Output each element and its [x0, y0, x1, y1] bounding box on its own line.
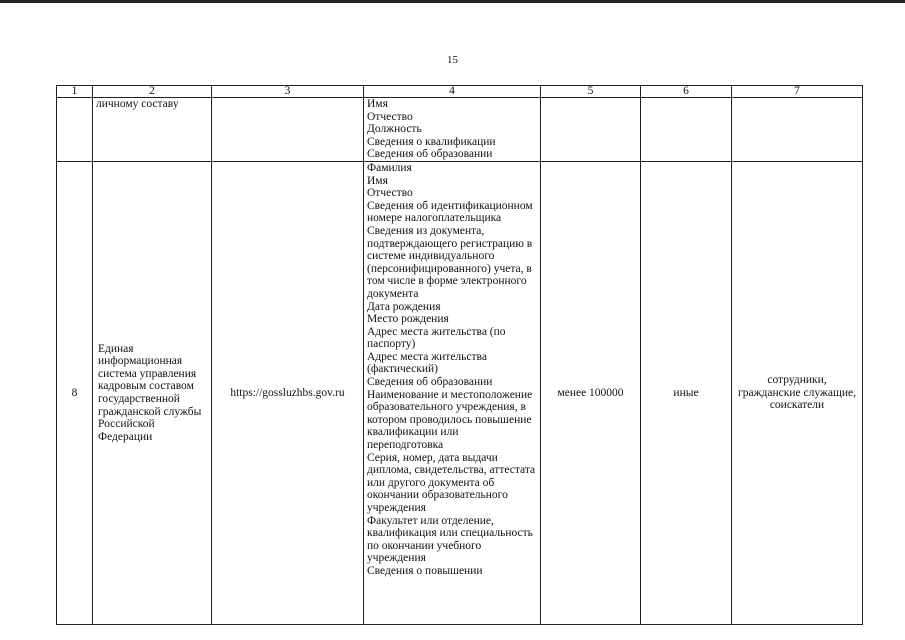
continued-subjects-cell [732, 98, 863, 162]
field-item: Должность [367, 123, 422, 136]
field-item: Сведения об образовании [367, 376, 493, 389]
header-col-3: 3 [212, 86, 364, 98]
continued-url-cell [212, 98, 364, 162]
fields-list-clip [367, 162, 537, 624]
data-table [56, 85, 863, 625]
field-item: Сведения о повышении [367, 564, 483, 577]
continued-category-cell [641, 98, 732, 162]
data-volume: менее 100000 [541, 161, 641, 624]
field-item: Наименование и местоположение образовательного учреждения, в котором проводилось повышение квалификации или переподготовка [367, 388, 533, 452]
field-item: Отчество [367, 110, 413, 123]
system-name: Единая информационная система управления кадровым составом государственной гражданской службы Российской Федерации [93, 161, 212, 624]
header-col-4: 4 [364, 86, 541, 98]
fields-list [364, 161, 541, 624]
top-border-line [0, 0, 905, 3]
field-item: Сведения об идентификационном номере налогоплательщика [367, 199, 533, 225]
continued-num-cell [57, 98, 93, 162]
table-row-8 [57, 161, 863, 624]
field-item: Фамилия [367, 161, 412, 174]
continued-volume-cell [541, 98, 641, 162]
data-subjects: сотрудники, гражданские служащие, соискатели [732, 161, 863, 624]
field-item: Серия, номер, дата выдачи диплома, свидетельства, аттестата или другого документа об окончании образовательного учреждения [367, 451, 536, 514]
field-item: Место рождения [367, 313, 449, 326]
field-item: Сведения из документа, подтверждающего регистрацию в системе индивидуального (персонифицированного) учета, в том числе в форме электронного документа [367, 224, 533, 300]
field-item: Сведения об образовании [367, 148, 493, 161]
data-category: иные [641, 161, 732, 624]
field-item: Имя [367, 98, 388, 110]
header-row [57, 86, 863, 98]
field-item: Адрес места жительства (фактический) [367, 350, 487, 376]
continued-system-name: личному составу [93, 98, 212, 162]
system-url: https://gossluzhbs.gov.ru [212, 161, 364, 624]
header-col-5: 5 [541, 86, 641, 98]
row-number: 8 [57, 161, 93, 624]
page-number: 15 [447, 54, 458, 66]
field-item: Сведения о квалификации [367, 135, 496, 148]
table-row-continued [57, 98, 863, 162]
header-col-2: 2 [93, 86, 212, 98]
field-item: Отчество [367, 187, 413, 200]
header-col-7: 7 [732, 86, 863, 98]
field-item: Имя [367, 174, 388, 187]
header-col-6: 6 [641, 86, 732, 98]
field-item: Адрес места жительства (по паспорту) [367, 325, 506, 351]
header-col-1: 1 [57, 86, 93, 98]
field-item: Дата рождения [367, 300, 441, 313]
continued-fields-list [364, 98, 541, 162]
field-item: Факультет или отделение, квалификация или специальность по окончании учебного учреждения [367, 514, 533, 565]
